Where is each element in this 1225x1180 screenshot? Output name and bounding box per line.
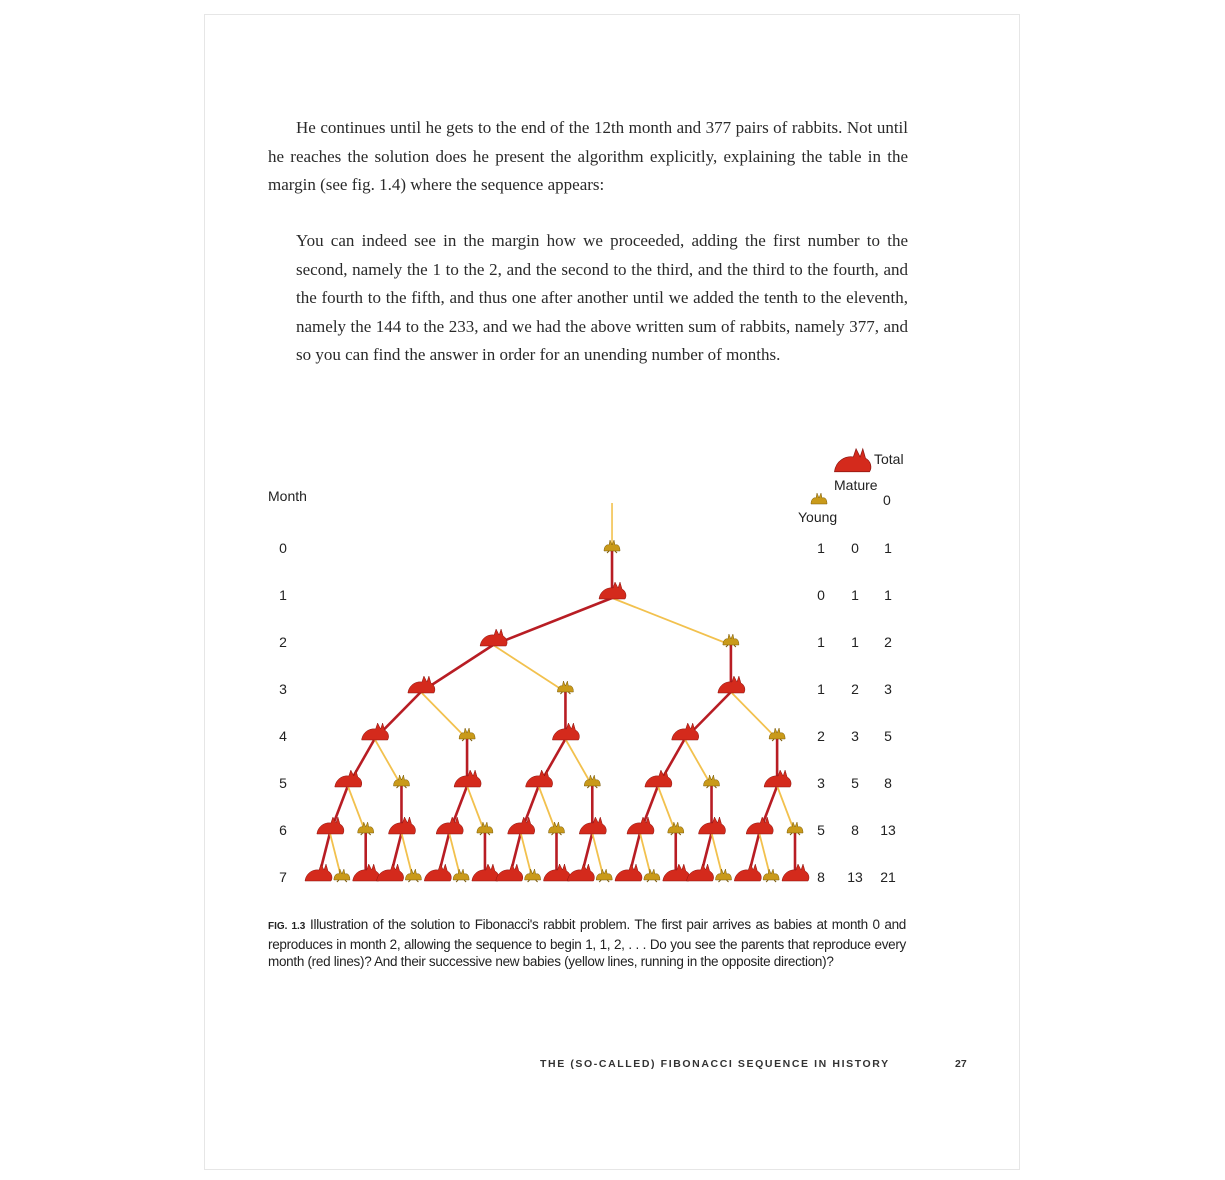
mature-rabbit-icon [408,676,435,693]
mature-rabbit-icon [834,449,870,472]
block-quote: You can indeed see in the margin how we proceeded, adding the first number to the second, namely the 1 to the 2, and the second to the third, and the third to the fourth, and the fourth to the fifth, and thus one after another until we added the tenth to the eleventh, namely the 144 to the 233, and we had the above written sum of rabbits, namely 377, and so you can find the answer in order for an unending number of months. [296,231,908,364]
young-count: 3 [817,775,825,791]
mature-count: 13 [847,869,863,885]
young-count: 0 [817,587,825,603]
running-head: THE (SO-CALLED) FIBONACCI SEQUENCE IN HISTORY [540,1058,890,1070]
month-label: 0 [279,540,287,556]
young-rabbit-icon [525,869,541,882]
young-rabbit-icon [787,822,803,835]
young-rabbit-icon [459,728,475,741]
body-paragraph: He continues until he gets to the end of the 12th month and 377 pairs of rabbits. Not until he reaches the solution does he present the algorithm explicitly, explaining the table in the margin (see fig. 1.4) where the sequence appears: [268,118,908,194]
young-count: 8 [817,869,825,885]
total-count: 1 [884,587,892,603]
young-rabbit-icon [644,869,660,882]
month-label: 3 [279,681,287,697]
caption-label: FIG. 1.3 [268,921,306,932]
total-count: 5 [884,728,892,744]
mature-rabbit-icon [645,770,672,787]
total-header-value: 0 [883,492,891,508]
mature-rabbit-icon [687,864,714,881]
young-rabbit-icon [549,822,565,835]
mature-link-line [493,598,612,645]
caption-text: Illustration of the solution to Fibonacci's rabbit problem. The first pair arrives as babies at month 0 and reproduces in month 2, allowing the sequence to begin 1, 1, 2, . . . Do you see the parents that reproduce every month (red lines)? And their successive new babies (yellow lines, running in the opposite direction)? [268,917,907,969]
total-count: 2 [884,634,892,650]
mature-rabbit-icon [627,817,654,834]
young-link-line [685,739,712,786]
young-rabbit-icon [334,869,350,882]
total-count: 3 [884,681,892,697]
mature-rabbit-icon [746,817,773,834]
mature-count: 2 [851,681,859,697]
mature-rabbit-icon [526,770,553,787]
total-header: Total [874,451,904,467]
mature-count: 1 [851,587,859,603]
young-rabbit-icon [358,822,374,835]
young-rabbit-icon [769,728,785,741]
mature-rabbit-icon [317,817,344,834]
mature-count: 1 [851,634,859,650]
page-number: 27 [955,1058,967,1070]
month-label: 2 [279,634,287,650]
young-count: 5 [817,822,825,838]
month-label: 1 [279,587,287,603]
young-count: 2 [817,728,825,744]
young-link-line [421,692,467,739]
mature-rabbit-icon [362,723,389,740]
month-label: 7 [279,869,287,885]
young-rabbit-icon [716,869,732,882]
mature-count: 5 [851,775,859,791]
mature-rabbit-icon [672,723,699,740]
mature-rabbit-icon [305,864,332,881]
mature-rabbit-icon [480,629,507,646]
mature-rabbit-icon [508,817,535,834]
mature-rabbit-icon [734,864,761,881]
young-count: 1 [817,540,825,556]
total-count: 13 [880,822,896,838]
total-count: 8 [884,775,892,791]
month-label: 6 [279,822,287,838]
young-rabbit-icon [723,634,739,647]
tree-nodes [305,540,809,882]
young-link-line [375,739,402,786]
young-header: Young [798,509,838,525]
mature-header: Mature [834,477,878,493]
young-rabbit-icon [557,681,573,694]
month-label: 4 [279,728,287,744]
mature-rabbit-icon [335,770,362,787]
mature-count: 8 [851,822,859,838]
total-count: 21 [880,869,896,885]
mature-rabbit-icon [615,864,642,881]
young-rabbit-icon [405,869,421,882]
young-link-line [731,692,777,739]
mature-rabbit-icon [424,864,451,881]
mature-count: 0 [851,540,859,556]
young-rabbit-icon [668,822,684,835]
young-rabbit-icon [763,869,779,882]
young-link-line [612,598,731,645]
mature-rabbit-icon [496,864,523,881]
mature-count: 3 [851,728,859,744]
figure-caption [268,916,906,971]
young-count: 1 [817,634,825,650]
young-rabbit-icon [811,493,827,504]
month-header: Month [268,488,307,504]
month-label: 5 [279,775,287,791]
young-link-line [493,645,565,692]
mature-rabbit-icon [436,817,463,834]
mature-rabbit-icon [377,864,404,881]
total-count: 1 [884,540,892,556]
young-rabbit-icon [453,869,469,882]
young-rabbit-icon [477,822,493,835]
mature-rabbit-icon [567,864,594,881]
young-link-line [565,739,592,786]
young-count: 1 [817,681,825,697]
young-rabbit-icon [596,869,612,882]
